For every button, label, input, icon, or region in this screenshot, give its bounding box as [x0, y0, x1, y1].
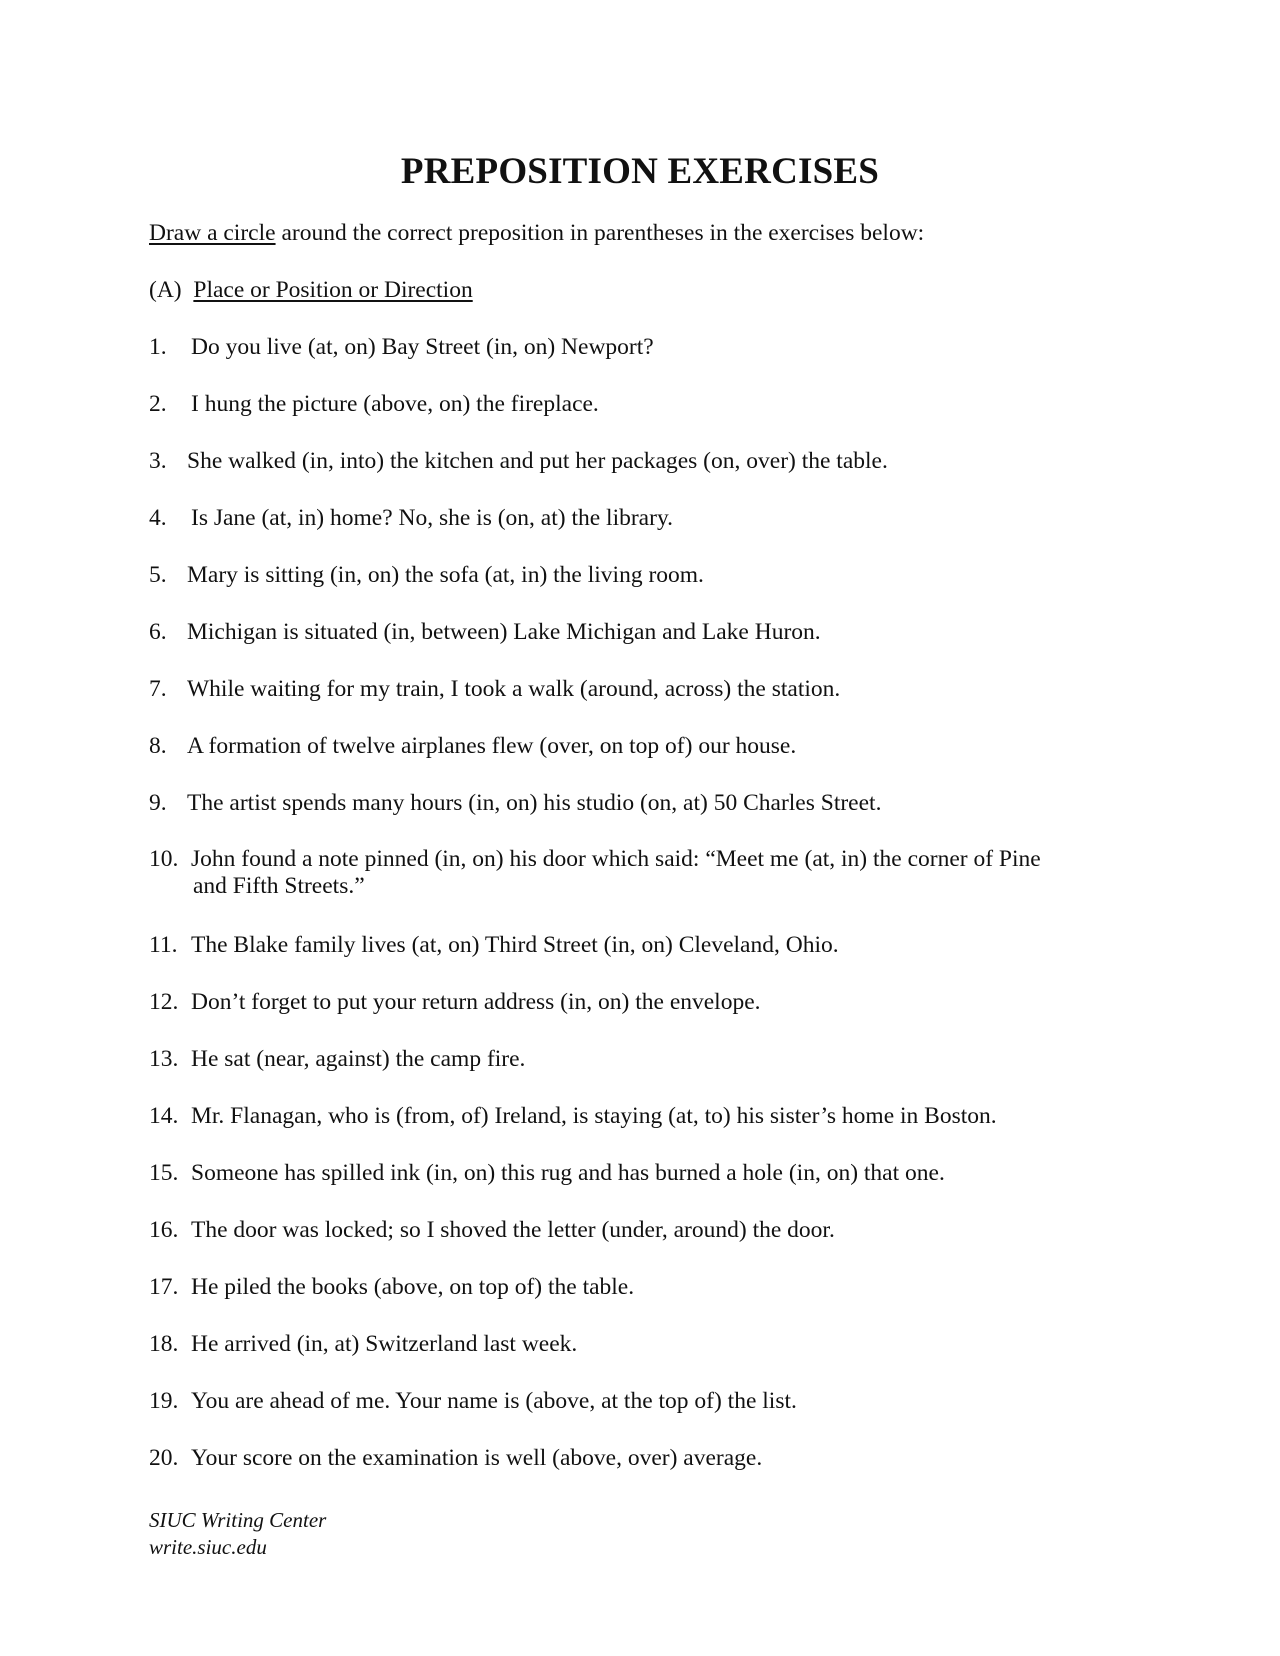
section-heading — [149, 277, 473, 304]
exercise-item-18 — [149, 1331, 577, 1358]
exercise-item-16 — [149, 1217, 835, 1244]
item-number: 3. — [149, 448, 167, 474]
item-text: Michigan is situated (in, between) Lake Michigan and Lake Huron. — [187, 619, 821, 645]
exercise-item-10 — [149, 846, 1041, 900]
item-text: Don’t forget to put your return address (in, on) the envelope. — [191, 989, 761, 1015]
item-number: 1. — [149, 334, 167, 360]
exercise-item-17 — [149, 1274, 634, 1301]
item-text: John found a note pinned (in, on) his door which said: “Meet me (at, in) the corner of Pine — [191, 846, 1041, 872]
item-number: 2. — [149, 391, 167, 417]
exercise-item-14 — [149, 1103, 997, 1130]
footer-org: SIUC Writing Center — [149, 1508, 327, 1532]
item-number: 18. — [149, 1331, 179, 1357]
item-number: 15. — [149, 1160, 179, 1186]
exercise-item-20 — [149, 1445, 762, 1472]
exercise-item-1 — [149, 334, 654, 361]
instruction-text: around the correct preposition in parentheses in the exercises below: — [275, 220, 925, 246]
exercise-item-15 — [149, 1160, 945, 1187]
item-text-continued: and Fifth Streets.” — [193, 873, 365, 899]
item-text: She walked (in, into) the kitchen and put her packages (on, over) the table. — [187, 448, 888, 474]
exercise-item-2 — [149, 391, 599, 418]
section-title: Place or Position or Direction — [193, 277, 473, 303]
item-text: A formation of twelve airplanes flew (over, on top of) our house. — [187, 733, 797, 759]
page-title: PREPOSITION EXERCISES — [400, 151, 880, 192]
item-text: The artist spends many hours (in, on) his studio (on, at) 50 Charles Street. — [187, 790, 882, 816]
item-number: 16. — [149, 1217, 179, 1243]
item-number: 6. — [149, 619, 167, 645]
item-text: He arrived (in, at) Switzerland last week. — [191, 1331, 578, 1357]
exercise-item-6 — [149, 619, 821, 646]
item-text: The Blake family lives (at, on) Third Street (in, on) Cleveland, Ohio. — [191, 932, 839, 958]
item-number: 13. — [149, 1046, 179, 1072]
item-number: 10. — [149, 846, 179, 872]
item-text: Someone has spilled ink (in, on) this rug and has burned a hole (in, on) that one. — [191, 1160, 945, 1186]
exercise-item-12 — [149, 989, 761, 1016]
exercise-item-19 — [149, 1388, 797, 1415]
exercise-item-5 — [149, 562, 704, 589]
item-number: 20. — [149, 1445, 179, 1471]
exercise-item-3 — [149, 448, 888, 475]
item-number: 19. — [149, 1388, 179, 1414]
item-text: He piled the books (above, on top of) the table. — [191, 1274, 635, 1300]
section-label: (A) — [149, 277, 182, 303]
item-number: 8. — [149, 733, 167, 759]
exercise-item-8 — [149, 733, 796, 760]
item-number: 4. — [149, 505, 167, 531]
item-number: 11. — [149, 932, 178, 958]
item-text: Your score on the examination is well (above, over) average. — [191, 1445, 763, 1471]
footer — [149, 1507, 326, 1561]
item-text: The door was locked; so I shoved the letter (under, around) the door. — [191, 1217, 835, 1243]
exercise-item-9 — [149, 790, 881, 817]
item-number: 5. — [149, 562, 167, 588]
item-number: 17. — [149, 1274, 179, 1300]
exercise-item-4 — [149, 505, 673, 532]
item-number: 12. — [149, 989, 179, 1015]
item-text: I hung the picture (above, on) the fireplace. — [191, 391, 599, 417]
item-number: 9. — [149, 790, 167, 816]
footer-url: write.siuc.edu — [149, 1535, 267, 1559]
item-text: He sat (near, against) the camp fire. — [191, 1046, 526, 1072]
instruction-underlined: Draw a circle — [149, 220, 276, 246]
exercise-item-11 — [149, 932, 839, 959]
item-text: Do you live (at, on) Bay Street (in, on) Newport? — [191, 334, 654, 360]
exercise-item-7 — [149, 676, 840, 703]
item-text: You are ahead of me. Your name is (above, at the top of) the list. — [191, 1388, 797, 1414]
item-text: Mr. Flanagan, who is (from, of) Ireland, is staying (at, to) his sister’s home in Boston. — [191, 1103, 997, 1129]
item-text: Mary is sitting (in, on) the sofa (at, in) the living room. — [187, 562, 704, 588]
item-number: 14. — [149, 1103, 179, 1129]
item-text: Is Jane (at, in) home? No, she is (on, at) the library. — [191, 505, 674, 531]
item-number: 7. — [149, 676, 167, 702]
instruction — [149, 220, 924, 247]
exercise-item-13 — [149, 1046, 525, 1073]
item-text: While waiting for my train, I took a walk (around, across) the station. — [187, 676, 841, 702]
